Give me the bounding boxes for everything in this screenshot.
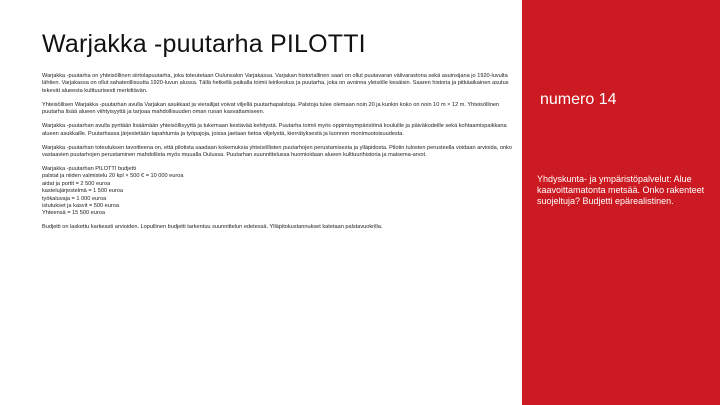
slide-title: Warjakka -puutarha PILOTTI [42, 30, 366, 58]
budget-line: kastelujärjestelmä = 1 500 euroa [42, 188, 124, 195]
review-comment: Yhdyskunta- ja ympäristöpalvelut: Alue kaavoittamatonta metsää. Onko rakenteet suojeltuja? Budjetti epärealistinen. [537, 174, 705, 207]
closing-paragraph: Budjetti on laskettu karkeasti arvioiden. Lopullinen budjetti tarkentuu suunnittelun edetessä. Ylläpitokustannukset katetaan palstavuokrilla. [42, 224, 383, 231]
proposal-number: numero 14 [540, 91, 617, 108]
paragraph-goals: Warjakka -puutarhan avulla pyritään lisäämään yhteisöllisyyttä ja tukemaan kestävää kehitystä. Puutarha toimii myös oppimisympäristönä kouluille ja päiväkodeille sekä kohtaamispaikkana alueen asukkaille. Puutarhassa järjestetään tapahtumia ja työpajoja, joissa jaetaan tietoa viljelystä, kierrätyksestä ja luonnon monimuotoisuudesta. [42, 123, 507, 137]
budget-line: istutukset ja kasvit = 500 euroa [42, 203, 119, 210]
budget-line: työkaluvaja = 1 000 euroa [42, 195, 107, 202]
budget-line: palstat ja niiden valmistelu 20 kpl × 500 € = 10 000 euroa [42, 173, 184, 180]
paragraph-history: Warjakka -puutarha on yhteisöllinen siirtolapuutarha, joka toteutetaan Oulunsalon Varjakassa. Varjakan historiallinen saari on ollut puutavaran välivarastona sekä asuinsijana jo 1920-luvulta lähtien. Varjakassa on ollut sahateollisuutta 1920-luvun alussa. Tällä hetkellä paikalla toimii leirikeskus ja puutarha, joka on avoinna yleisölle kesäisin. Saaren historia ja pitkäaikainen asutus tekevät alueesta kulttuurisesti merkittävän. [42, 73, 509, 94]
budget-block [42, 166, 512, 218]
budget-line: aidat ja portit = 2 500 euroa [42, 180, 111, 187]
budget-heading: Warjakka -puutarhan PILOTTI budjetti [42, 166, 136, 173]
paragraph-plots: Yhteisöllisen Warjakka -puutarhan avulla Varjakan asukkaat ja vierailijat voivat viljellä puutarhapalstoja. Palstoja tulee olemaan noin 20 ja kunkin koko on noin 10 m × 12 m. Yhteisöllinen puutarha lisää alueen viihtyisyyttä ja tarjoaa mahdollisuuden oman ruoan kasvattamiseen. [42, 101, 500, 116]
budget-total: Yhteensä = 15 500 euroa [42, 210, 105, 217]
paragraph-pilot: Warjakka -puutarhan toteutuksen tavoitteena on, että pilotista saadaan kokemuksia yhteisöllisten puutarhojen perustamisesta ja ylläpidosta. Pilotin tulosten perusteella voidaan arvioida, onko vastaavien puutarhojen perustaminen mahdollista myös muualla Oulussa. Puutarhan suunnittelussa huomioidaan alueen kulttuurihistoria ja maisema-arvot. [42, 144, 512, 159]
body-column [42, 73, 512, 238]
